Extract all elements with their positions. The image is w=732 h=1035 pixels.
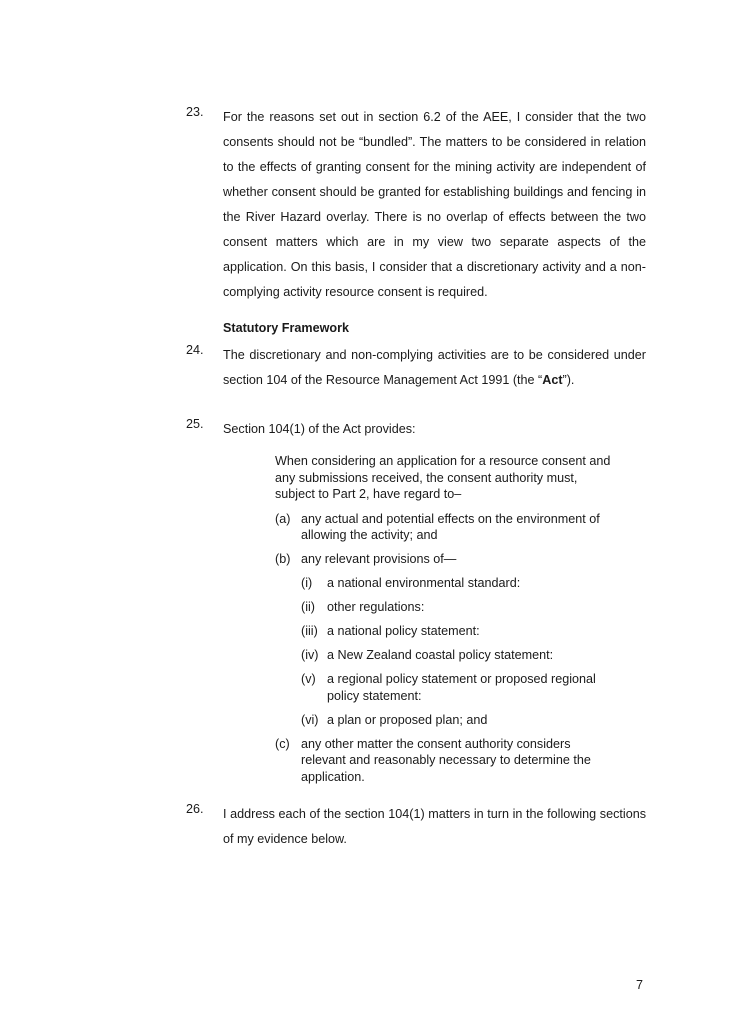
- paragraph-number: 25.: [186, 417, 204, 431]
- quote-subitem-vi: (vi) a plan or proposed plan; and: [301, 712, 488, 727]
- quote-item-a: (a) any actual and potential effects on the environment of allowing the activity; and: [275, 511, 600, 542]
- quote-subitem-i: (i) a national environmental standard:: [301, 576, 521, 590]
- page-number: 7: [636, 978, 644, 992]
- quote-subitem-iv: (iv) a New Zealand coastal policy statement:: [301, 648, 554, 662]
- quote-subitem-v: (v) a regional policy statement or proposed regional policy statement:: [301, 672, 596, 703]
- quote-subitem-ii: (ii) other regulations:: [301, 600, 425, 614]
- paragraph-text: The discretionary and non-complying activities are to be considered under section 104 of the Resource Management Act 1991 (the “Act”).: [223, 348, 646, 387]
- statutory-quote: [275, 453, 615, 793]
- quote-item-c: (c) any other matter the consent authority considers relevant and reasonably necessary to determine the application.: [275, 736, 591, 784]
- paragraph-23: [186, 105, 646, 305]
- quote-subitem-iii: (iii) a national policy statement:: [301, 624, 480, 638]
- defined-term: Act: [542, 373, 563, 387]
- paragraph-number: 26.: [186, 802, 204, 816]
- paragraph-25: [186, 417, 646, 442]
- paragraph-text: For the reasons set out in section 6.2 of the AEE, I consider that the two consents should not be “bundled”. The matters to be considered in relation to the effects of granting consent for the mining activity are independent of whether consent should be granted for establishing buildings and fencing in the River Hazard overlay. There is no overlap of effects between the two consent matters which are in my view two separate aspects of the application. On this basis, I consider that a discretionary activity and a non-complying activity resource consent is required.: [223, 110, 646, 299]
- paragraph-text: I address each of the section 104(1) matters in turn in the following sections of my evidence below.: [223, 807, 646, 846]
- paragraph-text: Section 104(1) of the Act provides:: [223, 422, 416, 436]
- paragraph-26: [186, 802, 646, 852]
- paragraph-number: 24.: [186, 343, 204, 357]
- paragraph-number: 23.: [186, 105, 204, 119]
- paragraph-24: [186, 343, 646, 393]
- quote-item-b: (b) any relevant provisions of—: [275, 552, 457, 566]
- quote-intro: When considering an application for a resource consent and any submissions received, the consent authority must, subject to Part 2, have regard to–: [275, 454, 611, 501]
- section-heading: Statutory Framework: [223, 321, 349, 335]
